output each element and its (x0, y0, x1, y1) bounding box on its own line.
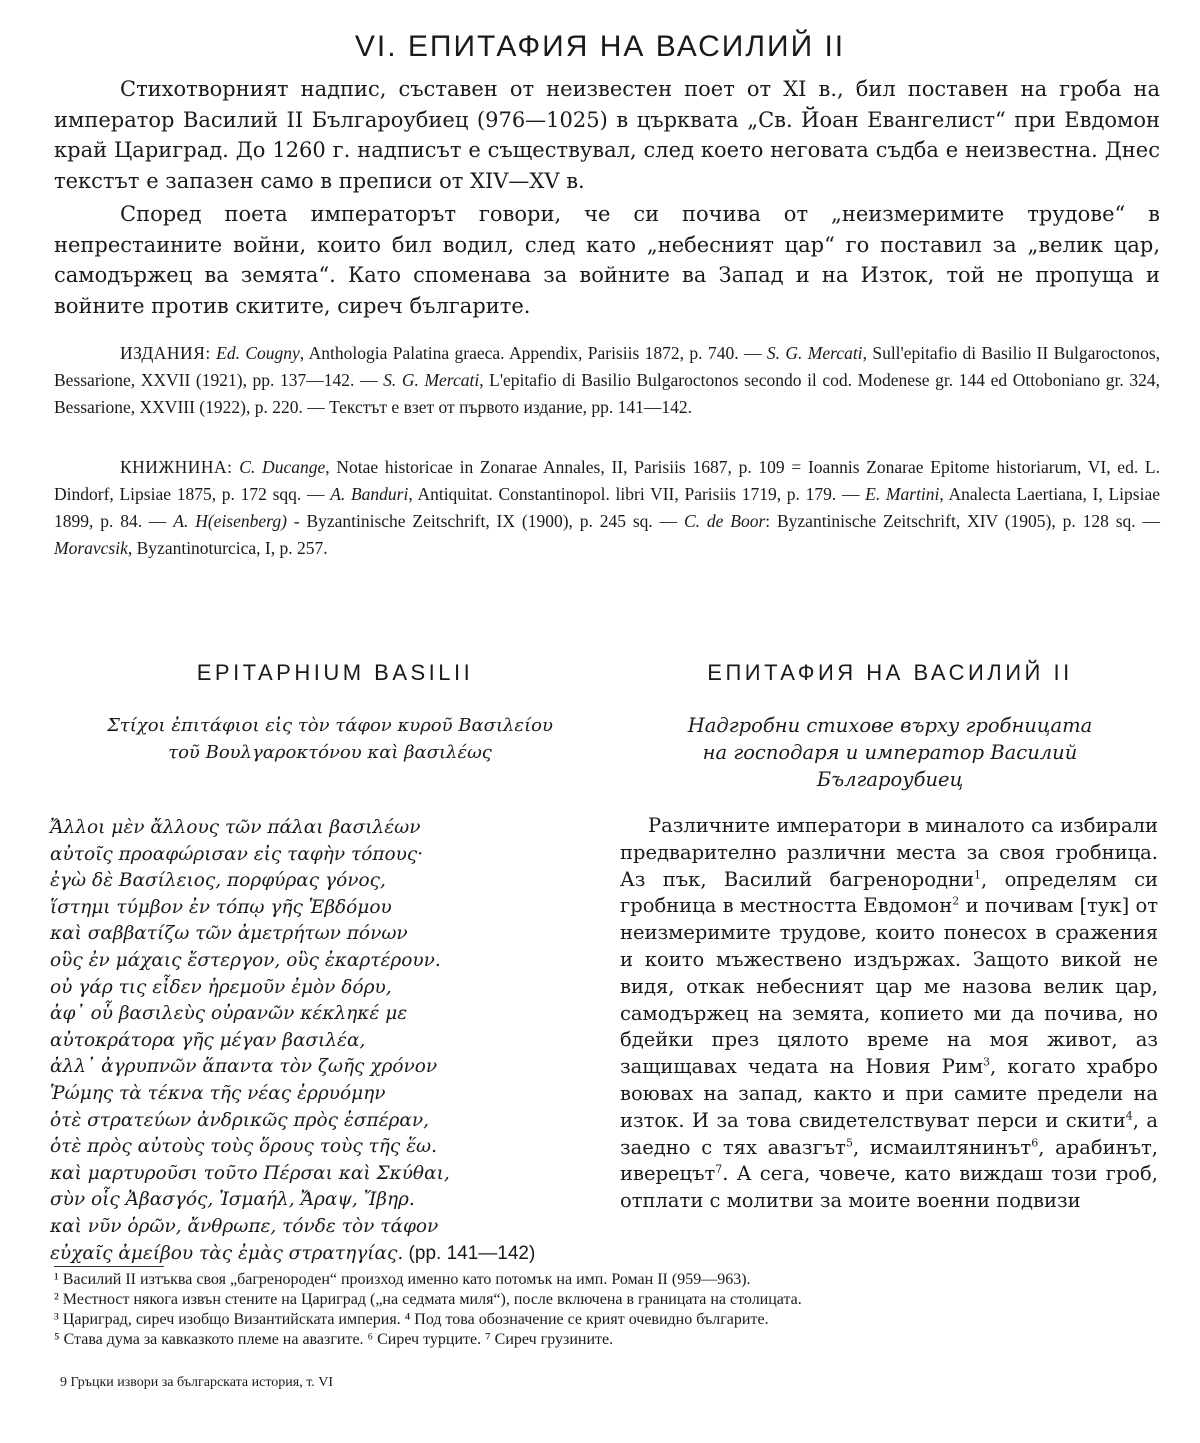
footnote-marker: 6 (1031, 1136, 1039, 1150)
reference-text: : Byzantinische Zeitschrift, XIV (1905), p. 128 sq. — (765, 511, 1160, 531)
footnote-marker: 5 (845, 1136, 853, 1150)
author-name: A. Banduri (330, 484, 409, 504)
page-footer: 9 Гръцки извори за българската история, т. VI (60, 1375, 334, 1390)
greek-verse-text: οὓς ἐν μάχαις ἔστεργον, οὓς ἐκαρτέρουν. (50, 949, 441, 971)
greek-verse-text: καὶ μαρτυροῦσι τοῦτο Πέρσαι καὶ Σκύθαι, (50, 1162, 450, 1184)
greek-verse-line (50, 842, 610, 869)
greek-verse-line (50, 1001, 610, 1028)
author-name: E. Martini (865, 484, 940, 504)
footnote-divider (54, 1266, 164, 1267)
greek-verse-text: καὶ σαββατίζω τῶν ἀμετρήτων πόνων (50, 923, 408, 945)
greek-verse-line (50, 1214, 610, 1241)
greek-verse-line (50, 948, 610, 975)
translation-text: , исмаилтянинът (852, 1135, 1032, 1159)
footnotes (54, 1270, 1160, 1350)
greek-verse-line (50, 975, 610, 1002)
greek-verse-line (50, 868, 610, 895)
intro-paragraph: Според поета императорът говори, че си почива от „неизмеримите трудове“ в непрестаините войни, които бил водил, след като „небесният цар“ го поставил за „велик цар, самодържец ва земята“. Като споменава за войните ва Запад и на Изток, той не пропуща и войните против скитите, сиреч българите. (54, 202, 1160, 318)
reference-text: , Sull'epitafio di Basilio II Bulgaroctonos, Bessarione, XXVII (1921), pp. 137—142. — (54, 343, 1161, 390)
intro-section (54, 74, 1160, 321)
page-reference: (pp. 141—142) (403, 1242, 536, 1264)
footnote: ¹ Василий II изтъква своя „багренороден“ произход именно като потомък на имп. Роман II (959—963). (54, 1271, 751, 1288)
footnote-marker: 2 (952, 894, 960, 908)
greek-subtitle-line: τοῦ Βουλγαροκτόνου καὶ βασιλέως (168, 742, 492, 763)
greek-verse-text: ἀφ᾽ οὗ βασιλεὺς οὐρανῶν κέκληκέ με (50, 1003, 408, 1025)
footnote-marker: 1 (974, 868, 982, 882)
greek-verse-text: Ῥώμης τὰ τέκνα τῆς νέας ἐρρυόμην (50, 1082, 386, 1104)
greek-verse-line (50, 1081, 610, 1108)
greek-subtitle-line: Στίχοι ἐπιτάφιοι εἰς τὸν τάφον κυροῦ Βασιλείου (107, 715, 553, 736)
translation-text: , когато храбро воювах на запад, както и при самите предели на изток. И за това свидетелствуват перси и скити (620, 1055, 1158, 1132)
greek-verse-text: καὶ νῦν ὁρῶν, ἄνθρωπε, τόνδε τὸν τάφον (50, 1215, 439, 1237)
translation-text: , а заедно с тях авазгът (620, 1108, 1158, 1159)
author-name: C. de Boor (683, 511, 766, 531)
translation-text: и почивам [тук] от неизмеримите трудове, които понесох в сражения и които мъжествено издържах. Защото викой не видя, откак небесният цар ме назова велик цар, самодържец на земята, копието ми да почива, но бдейки през цялото време на моя живот, аз защищавах чедата на Новия Рим (620, 894, 1158, 1079)
greek-verse-text: ὁτὲ πρὸς αὐτοὺς τοὺς ὅρους τοὺς τῆς ἕω. (50, 1136, 438, 1158)
greek-verse (50, 815, 610, 1267)
footnote: ³ Цариград, сиреч изобщо Византийската империя. ⁴ Под това обозначение се крият очевидно българите. (54, 1311, 769, 1328)
intro-paragraph: Стихотворният надпис, съставен от неизвестен поет от XI в., бил поставен на гроба на император Василий II Българоубиец (976—1025) в църквата „Св. Йоан Евангелист“ при Евдомон край Цариград. До 1260 г. надписът е съществувал, след което неговата съдба е неизвестна. Днес текстът е запазен само в преписи от XIV—XV в. (54, 77, 1160, 193)
reference-text: - Byzantinische Zeitschrift, IX (1900), p. 245 sq. — (286, 511, 684, 531)
bulgarian-subtitle-line: на господаря и император Василий (702, 741, 1078, 764)
author-name: S. G. Mercati (383, 370, 480, 390)
greek-verse-text: οὐ γάρ τις εἶδεν ἠρεμοῦν ἐμὸν δόρυ, (50, 976, 392, 998)
bulgarian-column-title: ЕПИТАФИЯ НА ВАСИЛИЙ II (707, 660, 1073, 685)
greek-verse-text: ἀλλ᾽ ἀγρυπνῶν ἅπαντα τὸν ζωῆς χρόνον (50, 1056, 438, 1078)
author-name: Moravcsik (54, 538, 128, 558)
bulgarian-subtitle (620, 712, 1160, 793)
reference-text: , Antiquitat. Constantinopol. libri VII, Parisiis 1719, p. 179. — (408, 484, 866, 504)
greek-verse-line (50, 1134, 610, 1161)
reference-text: , L'epitafio di Basilio Bulgaroctonos secondo il cod. Modenese gr. 144 ed Ottoboniano gr. 324, Bessarione, XXVIII (1922), p. 220. — Текстът е взет от първото издание, pp. 141—142. (54, 370, 1161, 417)
footnote-marker: 3 (983, 1055, 990, 1069)
greek-verse-line (50, 1054, 610, 1081)
greek-verse-line (50, 1187, 610, 1214)
author-name: C. Ducange (239, 457, 326, 477)
footnote-marker: 4 (1125, 1109, 1133, 1123)
reference-text: , Notae historicae in Zonarae Annales, II, Parisiis 1687, p. 109 = Ioannis Zonarae Epitome historiarum, VI, ed. L. Dindorf, Lipsiae 1875, p. 172 sqq. — (54, 457, 1160, 504)
author-name: Ed. Cougny (216, 343, 300, 363)
translation-text: , определям си гробница в местността Евдомон (620, 867, 1158, 918)
bulgarian-subtitle-line: Надгробни стихове върху гробницата (687, 714, 1093, 737)
footnote-marker: 7 (715, 1162, 723, 1176)
greek-verse-line (50, 921, 610, 948)
greek-verse-text: ὁτὲ στρατεύων ἀνδρικῶς πρὸς ἑσπέραν, (50, 1109, 430, 1131)
reference-text: , Byzantinoturcica, I, p. 257. (127, 538, 328, 558)
page-title: VI. ЕПИТАФИЯ НА ВАСИЛИЙ II (354, 30, 846, 63)
greek-column-title: EPITAPHIUM BASILII (196, 660, 474, 685)
translation-text: , арабинът, иверецът (620, 1135, 1158, 1186)
footnote: ² Местност някога извън стените на Цариград („на седмата миля“), после включена в границата на столицата. (54, 1291, 802, 1308)
reference-text: , Anthologia Palatina graeca. Appendix, Parisiis 1872, p. 740. — (299, 343, 767, 363)
greek-verse-text: Ἄλλοι μὲν ἄλλους τῶν πάλαι βασιλέων (50, 817, 421, 838)
greek-verse-text: ἐγὼ δὲ Βασίλειος, πορφύρας γόνος, (50, 870, 386, 892)
editions-paragraph (54, 340, 1160, 421)
greek-verse-line (50, 1028, 610, 1055)
editions-lead: ИЗДАНИЯ: (120, 343, 211, 363)
greek-verse-text: εὐχαῖς ἀμείβου τὰς ἐμὰς στρατηγίας. (50, 1242, 404, 1264)
literature-paragraph (54, 454, 1160, 562)
reference-text: , Analecta Laertiana, I, Lipsiae 1899, p. 84. — (54, 484, 1160, 531)
greek-verse-line (50, 1241, 610, 1268)
greek-verse-line (50, 895, 610, 922)
footnote: ⁵ Става дума за кавказкото племе на авазгите. ⁶ Сиреч турците. ⁷ Сиреч грузините. (54, 1331, 614, 1348)
greek-verse-text: ἵστημι τύμβον ἐν τόπῳ γῆς Ἑβδόμου (50, 896, 392, 918)
author-name: S. G. Mercati (766, 343, 863, 363)
bulgarian-subtitle-line: Българоубиец (816, 768, 964, 791)
author-name: A. H(eisenberg) (173, 511, 287, 531)
greek-verse-text: σὺν οἷς Ἀβασγός, Ἰσμαήλ, Ἄραψ, Ἴβηρ. (50, 1189, 415, 1211)
translation-text: Различните императори в миналото са избирали предварително различни места за своя гробница. Аз пък, Василий багренородни (620, 814, 1158, 891)
editions-text (54, 343, 1160, 417)
greek-subtitle (50, 712, 610, 766)
literature-lead: КНИЖНИНА: (120, 457, 233, 477)
greek-verse-text: αὐτοῖς προαφώρισαν εἰς ταφὴν τόπους· (50, 843, 424, 865)
greek-verse-text: αὐτοκράτορα γῆς μέγαν βασιλέα, (50, 1029, 366, 1051)
greek-verse-line (50, 1161, 610, 1188)
greek-verse-line (50, 815, 610, 842)
bulgarian-translation (620, 813, 1158, 1215)
greek-verse-line (50, 1108, 610, 1135)
translation-text: . А сега, човече, като виждаш този гроб, отплати с молитви за моите военни подвизи (620, 1162, 1158, 1213)
